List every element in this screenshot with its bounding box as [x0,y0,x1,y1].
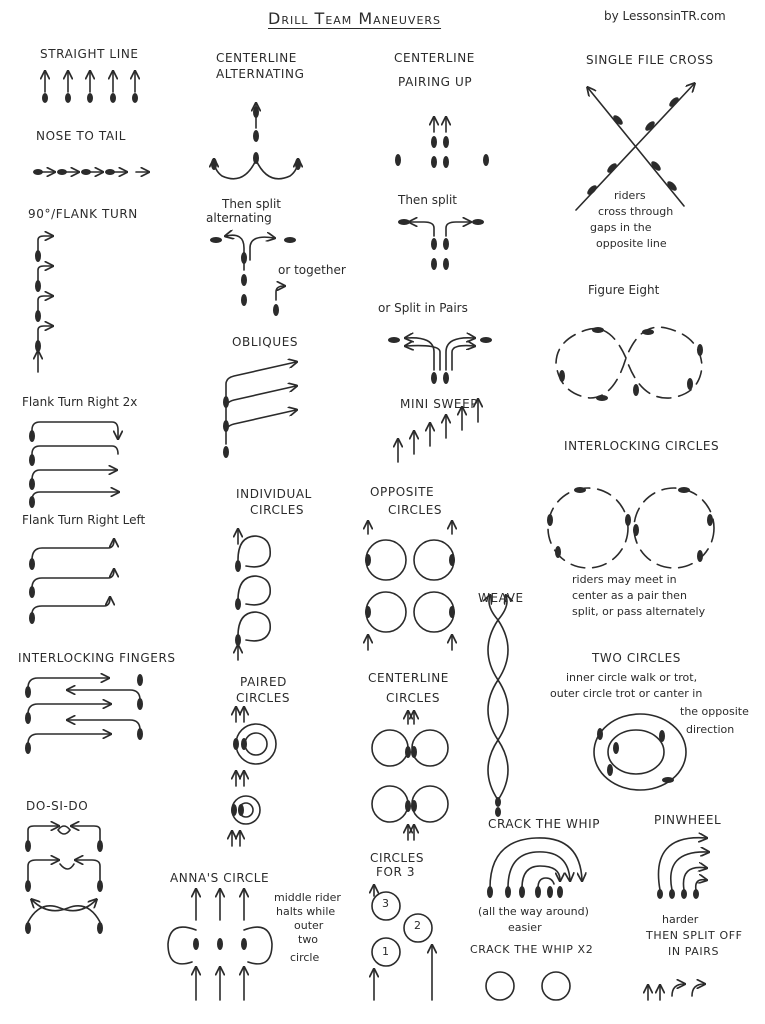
label-or-together: or together [278,263,346,277]
label-interlocking-circles: INTERLOCKING CIRCLES [564,439,720,453]
label-easier: easier [508,921,542,934]
individual-circles-diagram [235,530,270,660]
interlocking-fingers-diagram [25,674,143,754]
label-middle-rider-4: two [298,933,319,946]
label-crack-the-whip: CRACK THE WHIP [488,817,601,831]
label-nose-to-tail: NOSE TO TAIL [36,129,127,143]
label-centerline-alternating-1: CENTERLINE [216,51,297,65]
label-centerline-pairing-2: PAIRING UP [398,75,473,89]
centerline-circles-diagram [372,712,448,840]
two-circles-diagram [594,714,686,790]
centerline-pairing-diagram [395,118,489,168]
label-circles-for-3-1: CIRCLES [370,851,425,865]
label-paired-circles-2: CIRCLES [236,691,291,705]
label-flank-right-left: Flank Turn Right Left [22,513,146,527]
label-middle-rider-2: halts while [276,905,336,918]
flank-turn-diagram [35,236,52,372]
label-annas-circle: ANNA'S CIRCLE [170,871,270,885]
label-two-circles-4: direction [686,723,735,736]
label-harder: harder [662,913,699,926]
label-riders-cross-2: cross through [598,205,674,218]
label-do-si-do: DO-SI-DO [26,799,89,813]
centerline-alternating-diagram [211,104,301,179]
do-si-do-diagram [25,826,103,934]
label-all-the-way: (all the way around) [478,905,589,918]
label-crack-the-whip-x2: CRACK THE WHIP X2 [470,943,594,956]
label-figure-eight: Figure Eight [588,283,660,297]
label-two-circles-1: inner circle walk or trot, [566,671,698,684]
label-two-circles-2: outer circle trot or canter in [550,687,703,700]
label-riders-cross-3: gaps in the [590,221,652,234]
page-title: Drill Team Maneuvers [268,9,442,28]
label-riders-cross-4: opposite line [596,237,667,250]
label-circle-num-3: 3 [382,897,389,910]
label-circle-num-1: 1 [382,945,389,958]
figure-eight-diagram [556,327,703,401]
label-riders-meet-3: split, or pass alternately [572,605,706,618]
weave-diagram [488,596,508,817]
label-middle-rider-5: circle [290,951,320,964]
label-circles-for-3-2: FOR 3 [376,865,416,879]
label-centerline-alternating-2: ALTERNATING [216,67,305,81]
then-split-diagram [398,219,484,270]
flank-right-left-diagram [29,540,114,624]
label-paired-circles-1: PAIRED [240,675,287,689]
circles-for-3-diagram [372,886,432,1000]
credit-text: by LessonsinTR.com [604,9,726,23]
label-middle-rider-1: middle rider [274,891,341,904]
label-opposite-circles-1: OPPOSITE [370,485,435,499]
label-obliques: OBLIQUES [232,335,299,349]
label-then-split: Then split [398,193,457,207]
label-weave: WEAVE [478,591,524,605]
label-single-file-cross: SINGLE FILE CROSS [586,53,714,67]
label-then-split-off: THEN SPLIT OFF [646,929,743,942]
flank-right-2x-diagram [29,422,118,508]
label-split-in-pairs: or Split in Pairs [378,301,468,315]
crack-the-whip-diagram [486,838,582,1000]
label-centerline-pairing-1: CENTERLINE [394,51,475,65]
straight-line-diagram [42,72,138,103]
label-two-circles-3: the opposite [680,705,749,718]
label-riders-cross-1: riders [614,189,646,202]
label-then-split-alt-2: alternating [206,211,272,225]
label-mini-sweep: MINI SWEEP [400,397,479,411]
opposite-circles-diagram [365,522,455,650]
label-in-pairs: IN PAIRS [668,945,720,958]
label-pinwheel: PINWHEEL [654,813,722,827]
nose-to-tail-diagram [33,169,148,175]
label-then-split-alt-1: Then split [222,197,281,211]
label-individual-circles-2: CIRCLES [250,503,305,517]
label-circle-num-2: 2 [414,919,421,932]
obliques-diagram [223,362,296,458]
label-centerline-circles-1: CENTERLINE [368,671,449,685]
split-in-pairs-diagram [388,337,492,384]
label-interlocking-fingers: INTERLOCKING FINGERS [18,651,176,665]
interlocking-circles-diagram [547,487,714,568]
label-riders-meet-2: center as a pair then [572,589,687,602]
label-middle-rider-3: outer [294,919,324,932]
label-individual-circles-1: INDIVIDUAL [236,487,312,501]
label-opposite-circles-2: CIRCLES [388,503,443,517]
label-flank-right-2x: Flank Turn Right 2x [22,395,138,409]
annas-circle-diagram [168,890,272,1000]
label-riders-meet-1: riders may meet in [572,573,677,586]
label-centerline-circles-2: CIRCLES [386,691,441,705]
paired-circles-diagram [231,708,276,846]
label-two-circles: TWO CIRCLES [592,651,681,665]
label-flank-turn: 90°/FLANK TURN [28,207,138,221]
label-straight-line: STRAIGHT LINE [40,47,139,61]
